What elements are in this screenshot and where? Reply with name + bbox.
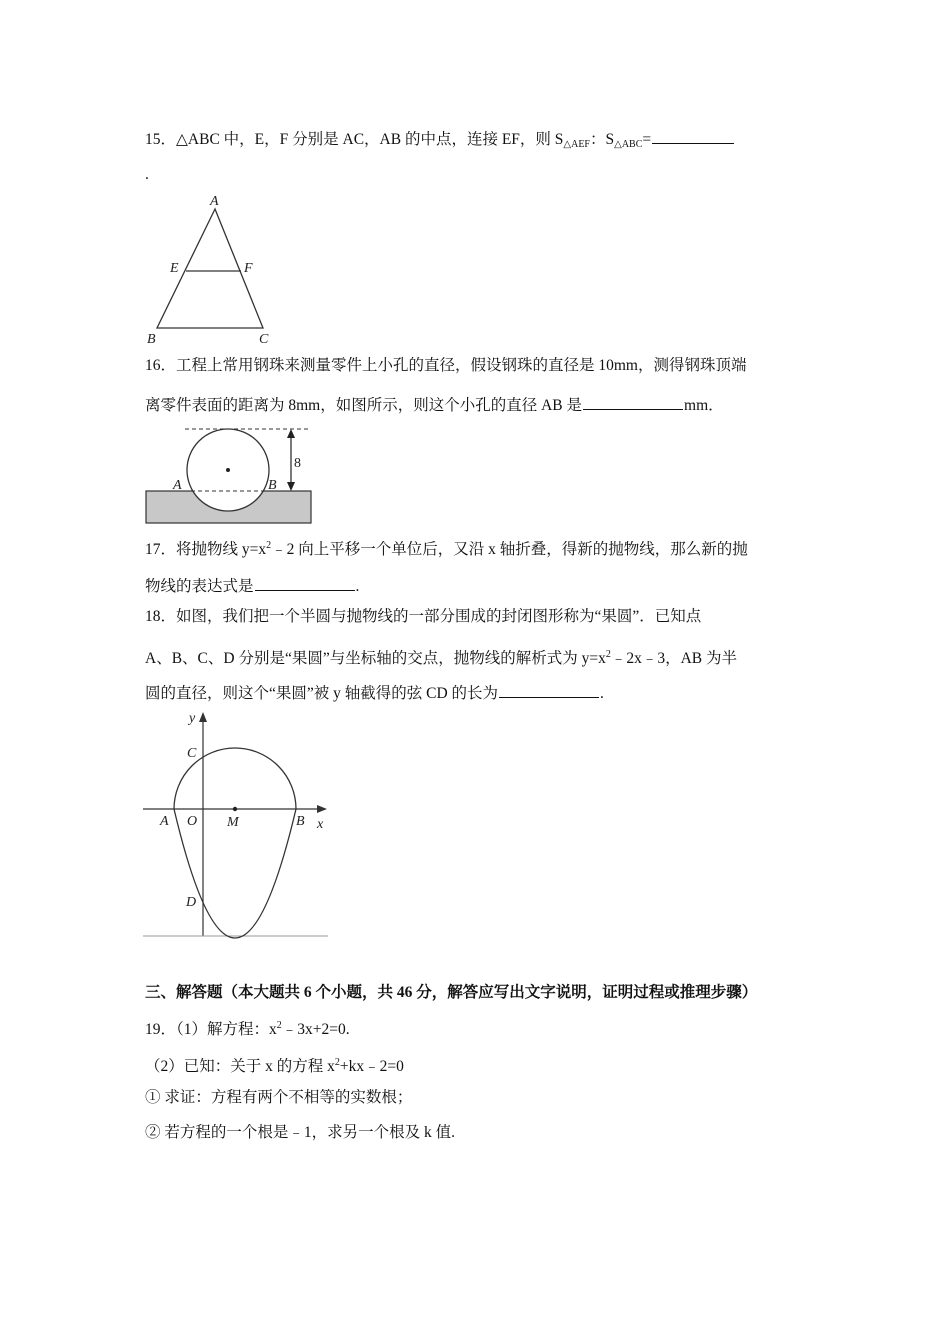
q19-line2-sup: 2 — [334, 1057, 340, 1068]
q19-line1-sup: 2 — [276, 1020, 282, 1031]
q18-answer-blank[interactable] — [499, 682, 599, 698]
q15-prefix: 15．△ABC 中，E，F 分别是 AC，AB 的中点，连接 EF，则 S — [145, 131, 564, 148]
figure-16-ball — [145, 424, 315, 526]
label-m: M — [227, 815, 239, 830]
q19-line1 — [145, 1016, 350, 1040]
q18-line1: 18．如图，我们把一个半圆与抛物线的一部分围成的封闭图形称为“果圆”．已知点 — [145, 608, 702, 625]
q19-line1-a: 19．（1）解方程：x — [145, 1021, 277, 1038]
q17-line1 — [145, 536, 748, 560]
q18-line3-suffix: . — [600, 685, 604, 702]
label-c: C — [187, 746, 197, 761]
q17-line2 — [145, 575, 359, 597]
label-height: 8 — [294, 456, 301, 471]
q16-line2 — [145, 394, 724, 416]
q15-dot: . — [145, 166, 149, 183]
q17-line1-b: ﹣2 向上平移一个单位后，又沿 x 轴折叠，得新的抛物线，那么新的抛 — [271, 541, 748, 558]
label-d: D — [186, 895, 197, 910]
q15-sub1: △AEF — [563, 139, 590, 150]
label-c: C — [259, 332, 269, 347]
q16-line2-prefix: 离零件表面的距离为 8mm，如图所示，则这个小孔的直径 AB 是 — [145, 397, 583, 414]
q18-line2-b: ﹣2x﹣3，AB 为半 — [610, 650, 737, 667]
q19-line2-b: +kx﹣2=0 — [339, 1058, 404, 1075]
q19-line2-a: （2）已知：关于 x 的方程 x — [145, 1058, 335, 1075]
q19-line4: ② 若方程的一个根是﹣1，求另一个根及 k 值. — [145, 1124, 456, 1141]
q17-sup: 2 — [266, 540, 272, 551]
q16-line1: 16．工程上常用钢珠来测量零件上小孔的直径，假设钢珠的直径是 10mm，测得钢珠顶端 — [145, 357, 747, 374]
q19-line2 — [145, 1053, 404, 1077]
q17-answer-blank[interactable] — [255, 575, 355, 591]
point-m — [233, 807, 237, 811]
q15-text — [145, 128, 735, 155]
q18-line2 — [145, 645, 737, 669]
label-b: B — [268, 478, 277, 493]
label-a: A — [210, 194, 219, 209]
ball-center — [226, 468, 230, 472]
q18-line3 — [145, 682, 604, 704]
label-a: A — [160, 814, 169, 829]
q17-line2-prefix: 物线的表达式是 — [145, 578, 254, 595]
label-a: A — [173, 478, 182, 493]
section3-heading: 三、解答题（本大题共 6 个小题，共 46 分，解答应写出文字说明，证明过程或推理步骤） — [145, 984, 758, 1001]
q16-answer-blank[interactable] — [583, 394, 683, 410]
label-f: F — [244, 261, 253, 276]
q19-line3: ① 求证：方程有两个不相等的实数根； — [145, 1089, 413, 1106]
label-x: x — [317, 817, 324, 832]
label-b: B — [147, 332, 156, 347]
q15-eq: = — [642, 131, 652, 148]
label-e: E — [170, 261, 179, 276]
q19-line1-b: ﹣3x+2=0. — [281, 1021, 350, 1038]
q17-line1-a: 17．将抛物线 y=x — [145, 541, 267, 558]
q18-line3-prefix: 圆的直径，则这个“果圆”被 y 轴截得的弦 CD 的长为 — [145, 685, 499, 702]
figure-15-triangle — [143, 192, 273, 347]
q18-line2-a: A、B、C、D 分别是“果圆”与坐标轴的交点，抛物线的解析式为 y=x — [145, 650, 606, 667]
q17-line2-suffix: . — [355, 578, 360, 595]
q16-line2-suffix: mm． — [684, 397, 724, 414]
label-b: B — [296, 814, 305, 829]
figure-18-fruit-circle — [143, 708, 333, 940]
q18-sup: 2 — [605, 649, 611, 660]
q15-mid: ：S — [590, 131, 615, 148]
q15-answer-blank[interactable] — [652, 128, 734, 144]
label-o: O — [187, 814, 198, 829]
q15-sub2: △ABC — [614, 139, 643, 150]
label-y: y — [189, 711, 196, 726]
